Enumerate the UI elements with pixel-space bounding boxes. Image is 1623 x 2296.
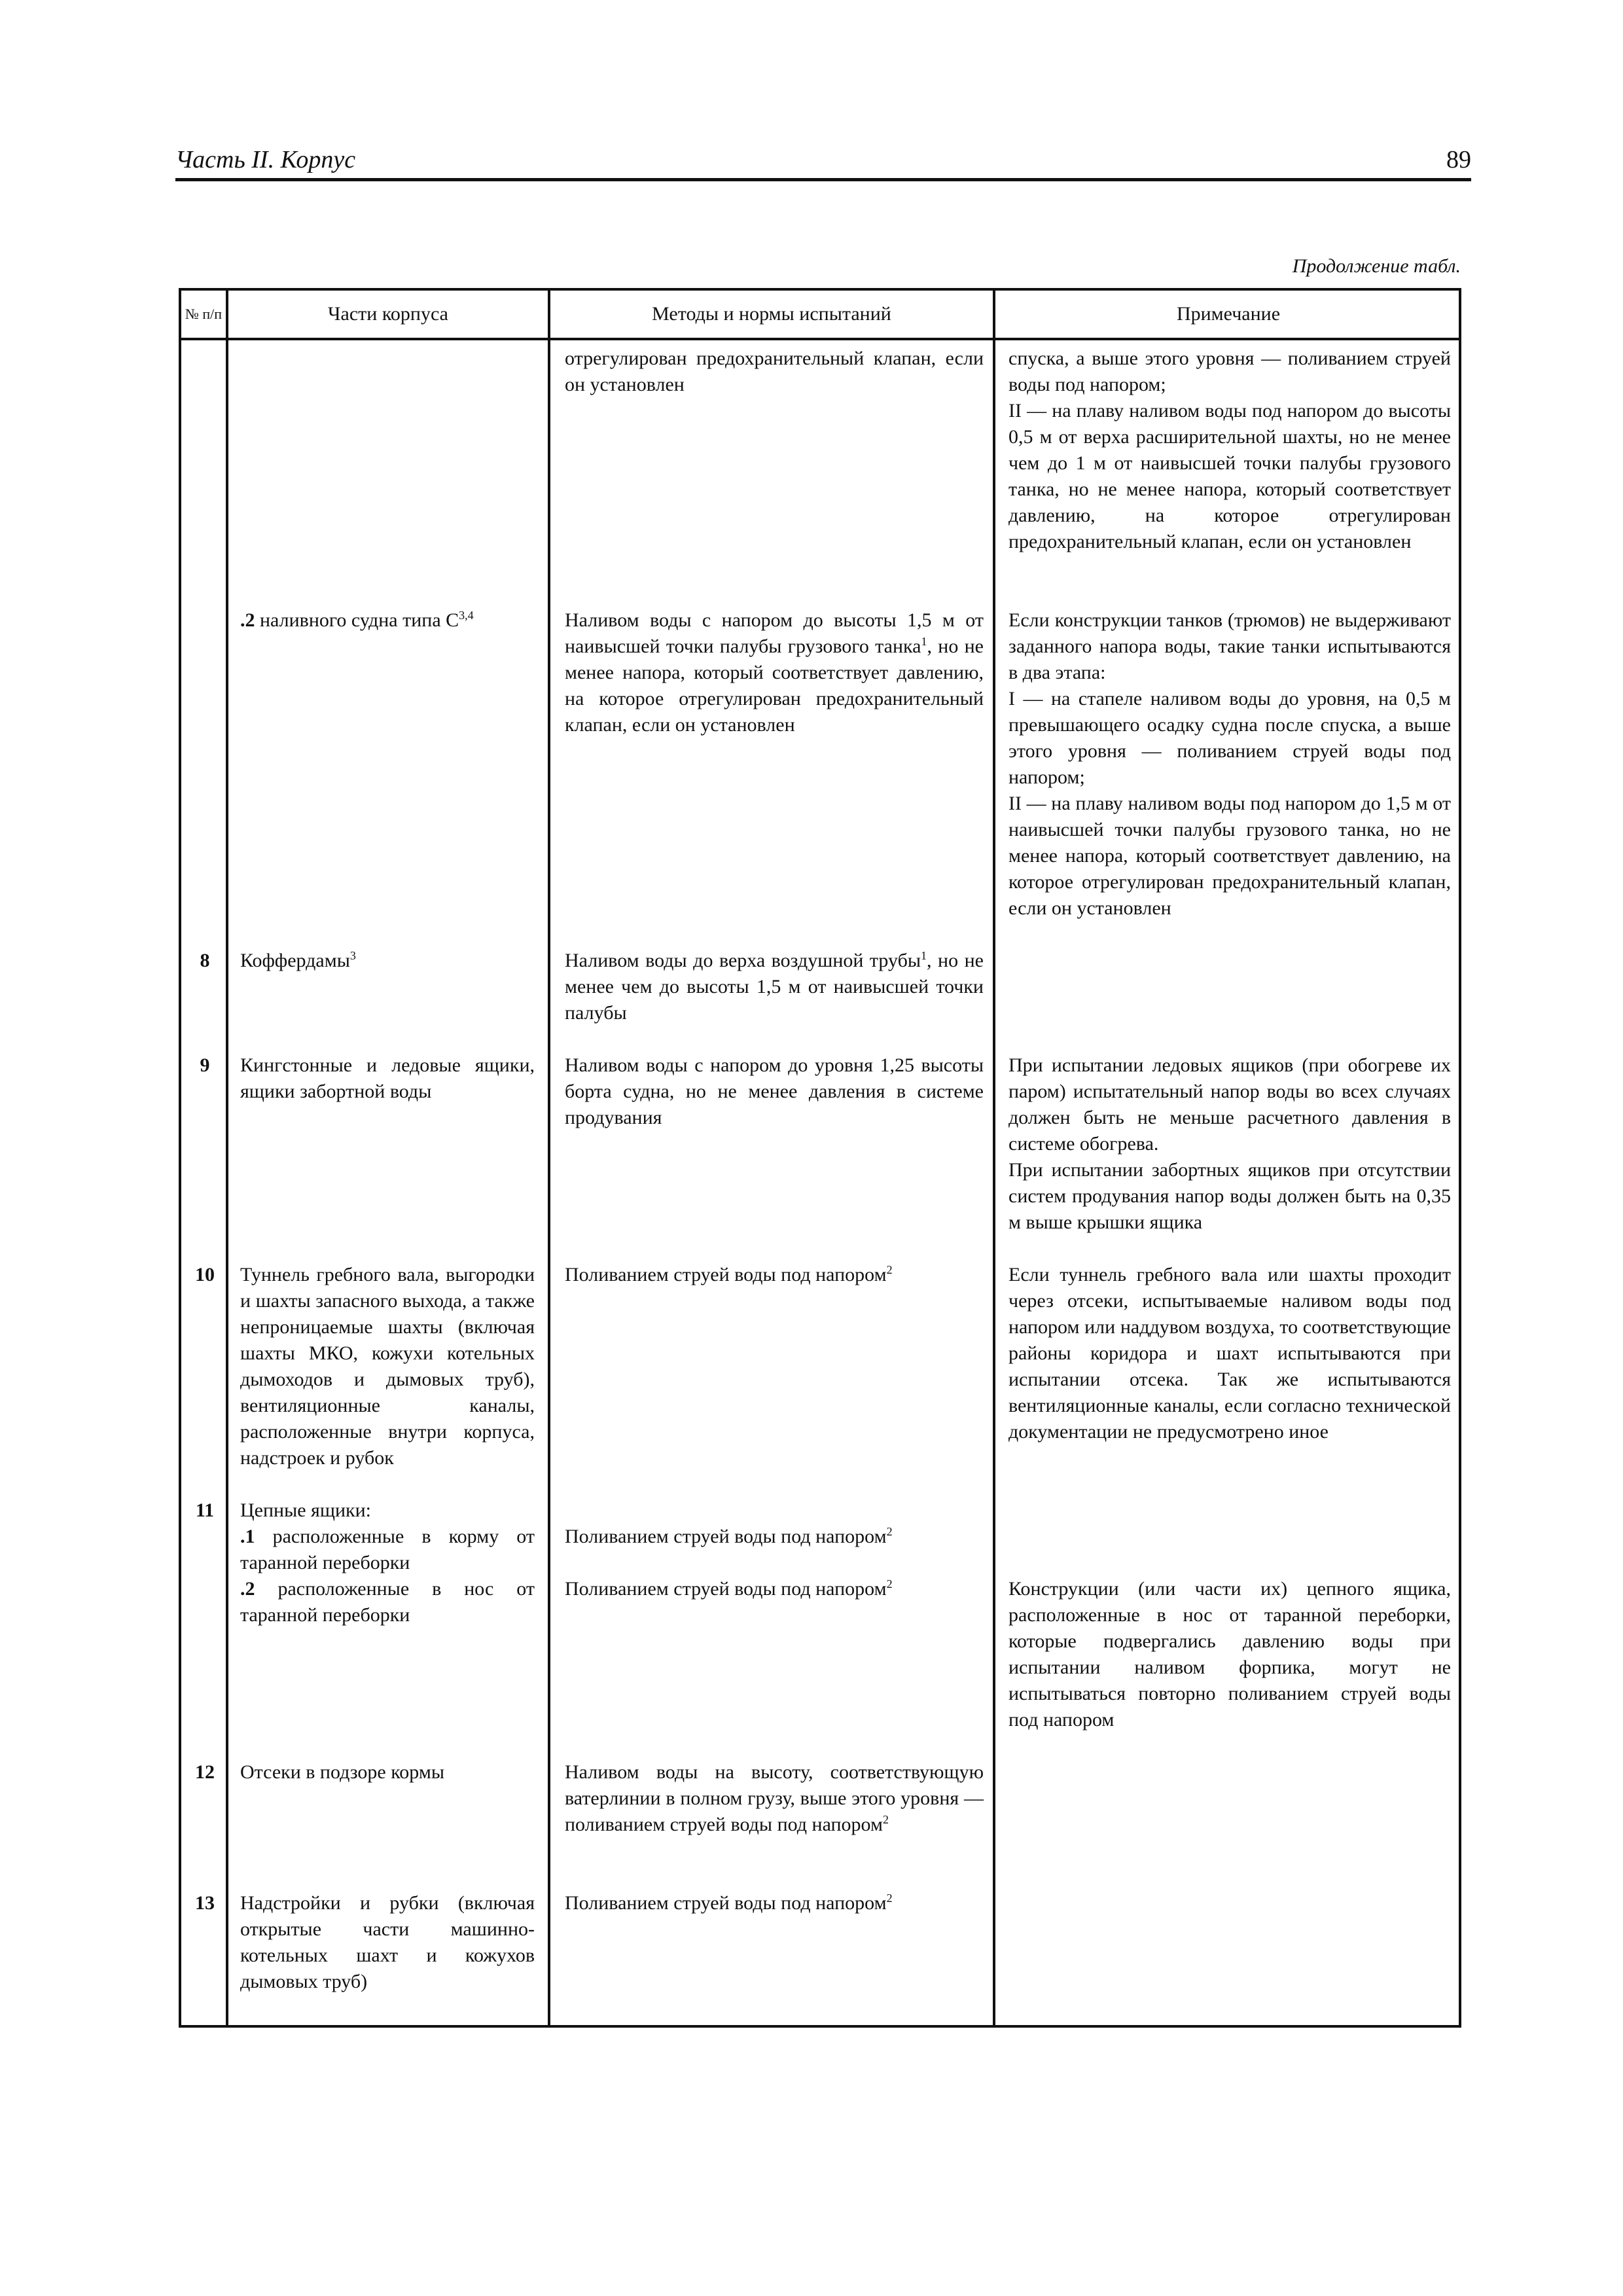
table-row-10-part: Туннель гребного вала, выгородки и шахты запасного выхода, а также непроницаемые шахты (включая шахты МКО, кожухи котельных дымоходов и дымовых труб), вентиляционные каналы, расположенные внутри корпуса, надстроек и рубок [240,1264,535,1469]
table-row-11-part: Цепные ящики: .1 расположенные в корму от таранной переборки .2 расположенные в нос от таранной переборки [240,1499,535,1626]
row-number: 9 [200,1054,210,1076]
table-row-13-method: Поливанием струей воды под напором$^2$ [565,1892,893,1914]
table-caption: Продолжение табл. [1292,255,1461,277]
row-number: 13 [195,1892,215,1914]
page-number: 89 [1446,146,1471,173]
column-divider [993,291,995,2025]
table-row-10-method: Поливанием струей воды под напором$^2$ [565,1263,893,1285]
table-row-8-method: Наливом воды до верха воздушной трубы$^1$, но не менее чем до высоты 1,5 м от наивысшей точки палубы [565,949,984,1024]
table-row-tanker-c-note: Если конструкции танков (трюмов) не выдерживают заданного напора воды, такие танки испытываются в два этапа: I — на стапеле наливом воды до уровня, на 0,5 м превышающего осадку судна после спуска, а выше этого уровня — поливанием струей воды под напором; II — на плаву наливом воды под напором до 1,5 м от наивысшей точки палубы грузового танка, но не менее напора, который соответствует давлению, на которое отрегулирован предохранительный клапан, если он установлен [1008,609,1451,919]
table-row-12-method: Наливом воды на высоту, соответствующую ватерлинии в полном грузу, выше этого уровня — поливанием струей воды под напором$^2$ [565,1761,984,1835]
table-row-10-note: Если туннель гребного вала или шахты проходит через отсеки, испытываемые наливом воды под напором или наддувом воздуха, то соответствующие районы коридора и шахт испытываются при испытании отсека. Так же испытываются вентиляционные каналы, если согласно технической документации не предусмотрено иное [1008,1264,1451,1443]
row-number: 8 [200,950,210,971]
header-row-divider [181,338,1459,340]
column-header-num: № п/п [185,306,223,322]
table-row-8-part: Коффердамы$^3$ [240,949,356,971]
column-header-notes: Примечание [1176,303,1281,325]
table-row-13-part: Надстройки и рубки (включая открытые части машинно-котельных шахт и кожухов дымовых труб) [240,1892,535,1992]
table-row-9-method: Наливом воды с напором до уровня 1,25 высоты борта судна, но не менее давления в системе продувания [565,1054,984,1128]
table-row-11-note: Конструкции (или части их) цепного ящика, расположенные в нос от таранной переборки, которые подвергались давлению воды при испытании наливом форпика, могут не испытываться повторно поливанием струей воды под напором [1008,1578,1451,1731]
table-row-9-note: При испытании ледовых ящиков (при обогреве их паром) испытательный напор воды во всех случаях должен быть не меньше расчетного давления в системе обогрева. При испытании забортных ящиков при отсутствии систем продувания напор воды должен быть на 0,35 м выше крышки ящика [1008,1054,1451,1233]
table-row-tanker-c-part: .2 наливного судна типа C$^{3,4}$ [240,609,474,631]
row-number: 10 [195,1264,215,1285]
column-header-methods: Методы и нормы испытаний [652,303,891,325]
table-row-12-part: Отсеки в подзоре кормы [240,1761,444,1783]
column-header-parts: Части корпуса [328,303,448,325]
test-table [179,288,1461,2028]
table-row-tanker-c-method: Наливом воды с напором до высоты 1,5 м от наивысшей точки палубы грузового танка$^1$, но не менее напора, который соответствует давлению, на которое отрегулирован предохранительный клапан, если он установлен [565,609,984,736]
table-row-11-method-1: Поливанием струей воды под напором$^2$ [565,1525,893,1547]
table-row-9-part: Кингстонные и ледовые ящики, ящики забортной воды [240,1054,535,1102]
header-rule [175,178,1471,181]
table-row-cont-note: спуска, а выше этого уровня — поливанием струей воды под напором; II — на плаву наливом воды под напором до высоты 0,5 м от верха расширительной шахты, но не менее чем до 1 м от наивысшей точки палубы грузового танка, но не менее напора, который соответствует давлению, на которое отрегулирован предохранительный клапан, если он установлен [1008,348,1451,552]
header-title: Часть II. Корпус [175,146,356,173]
table-row-cont-method: отрегулирован предохранительный клапан, если он установлен [565,348,984,395]
column-divider [548,291,550,2025]
table-row-11-method-2: Поливанием струей воды под напором$^2$ [565,1577,893,1600]
column-divider [226,291,228,2025]
row-number: 12 [195,1761,215,1783]
page-header [175,144,1471,178]
row-number: 11 [195,1499,215,1521]
